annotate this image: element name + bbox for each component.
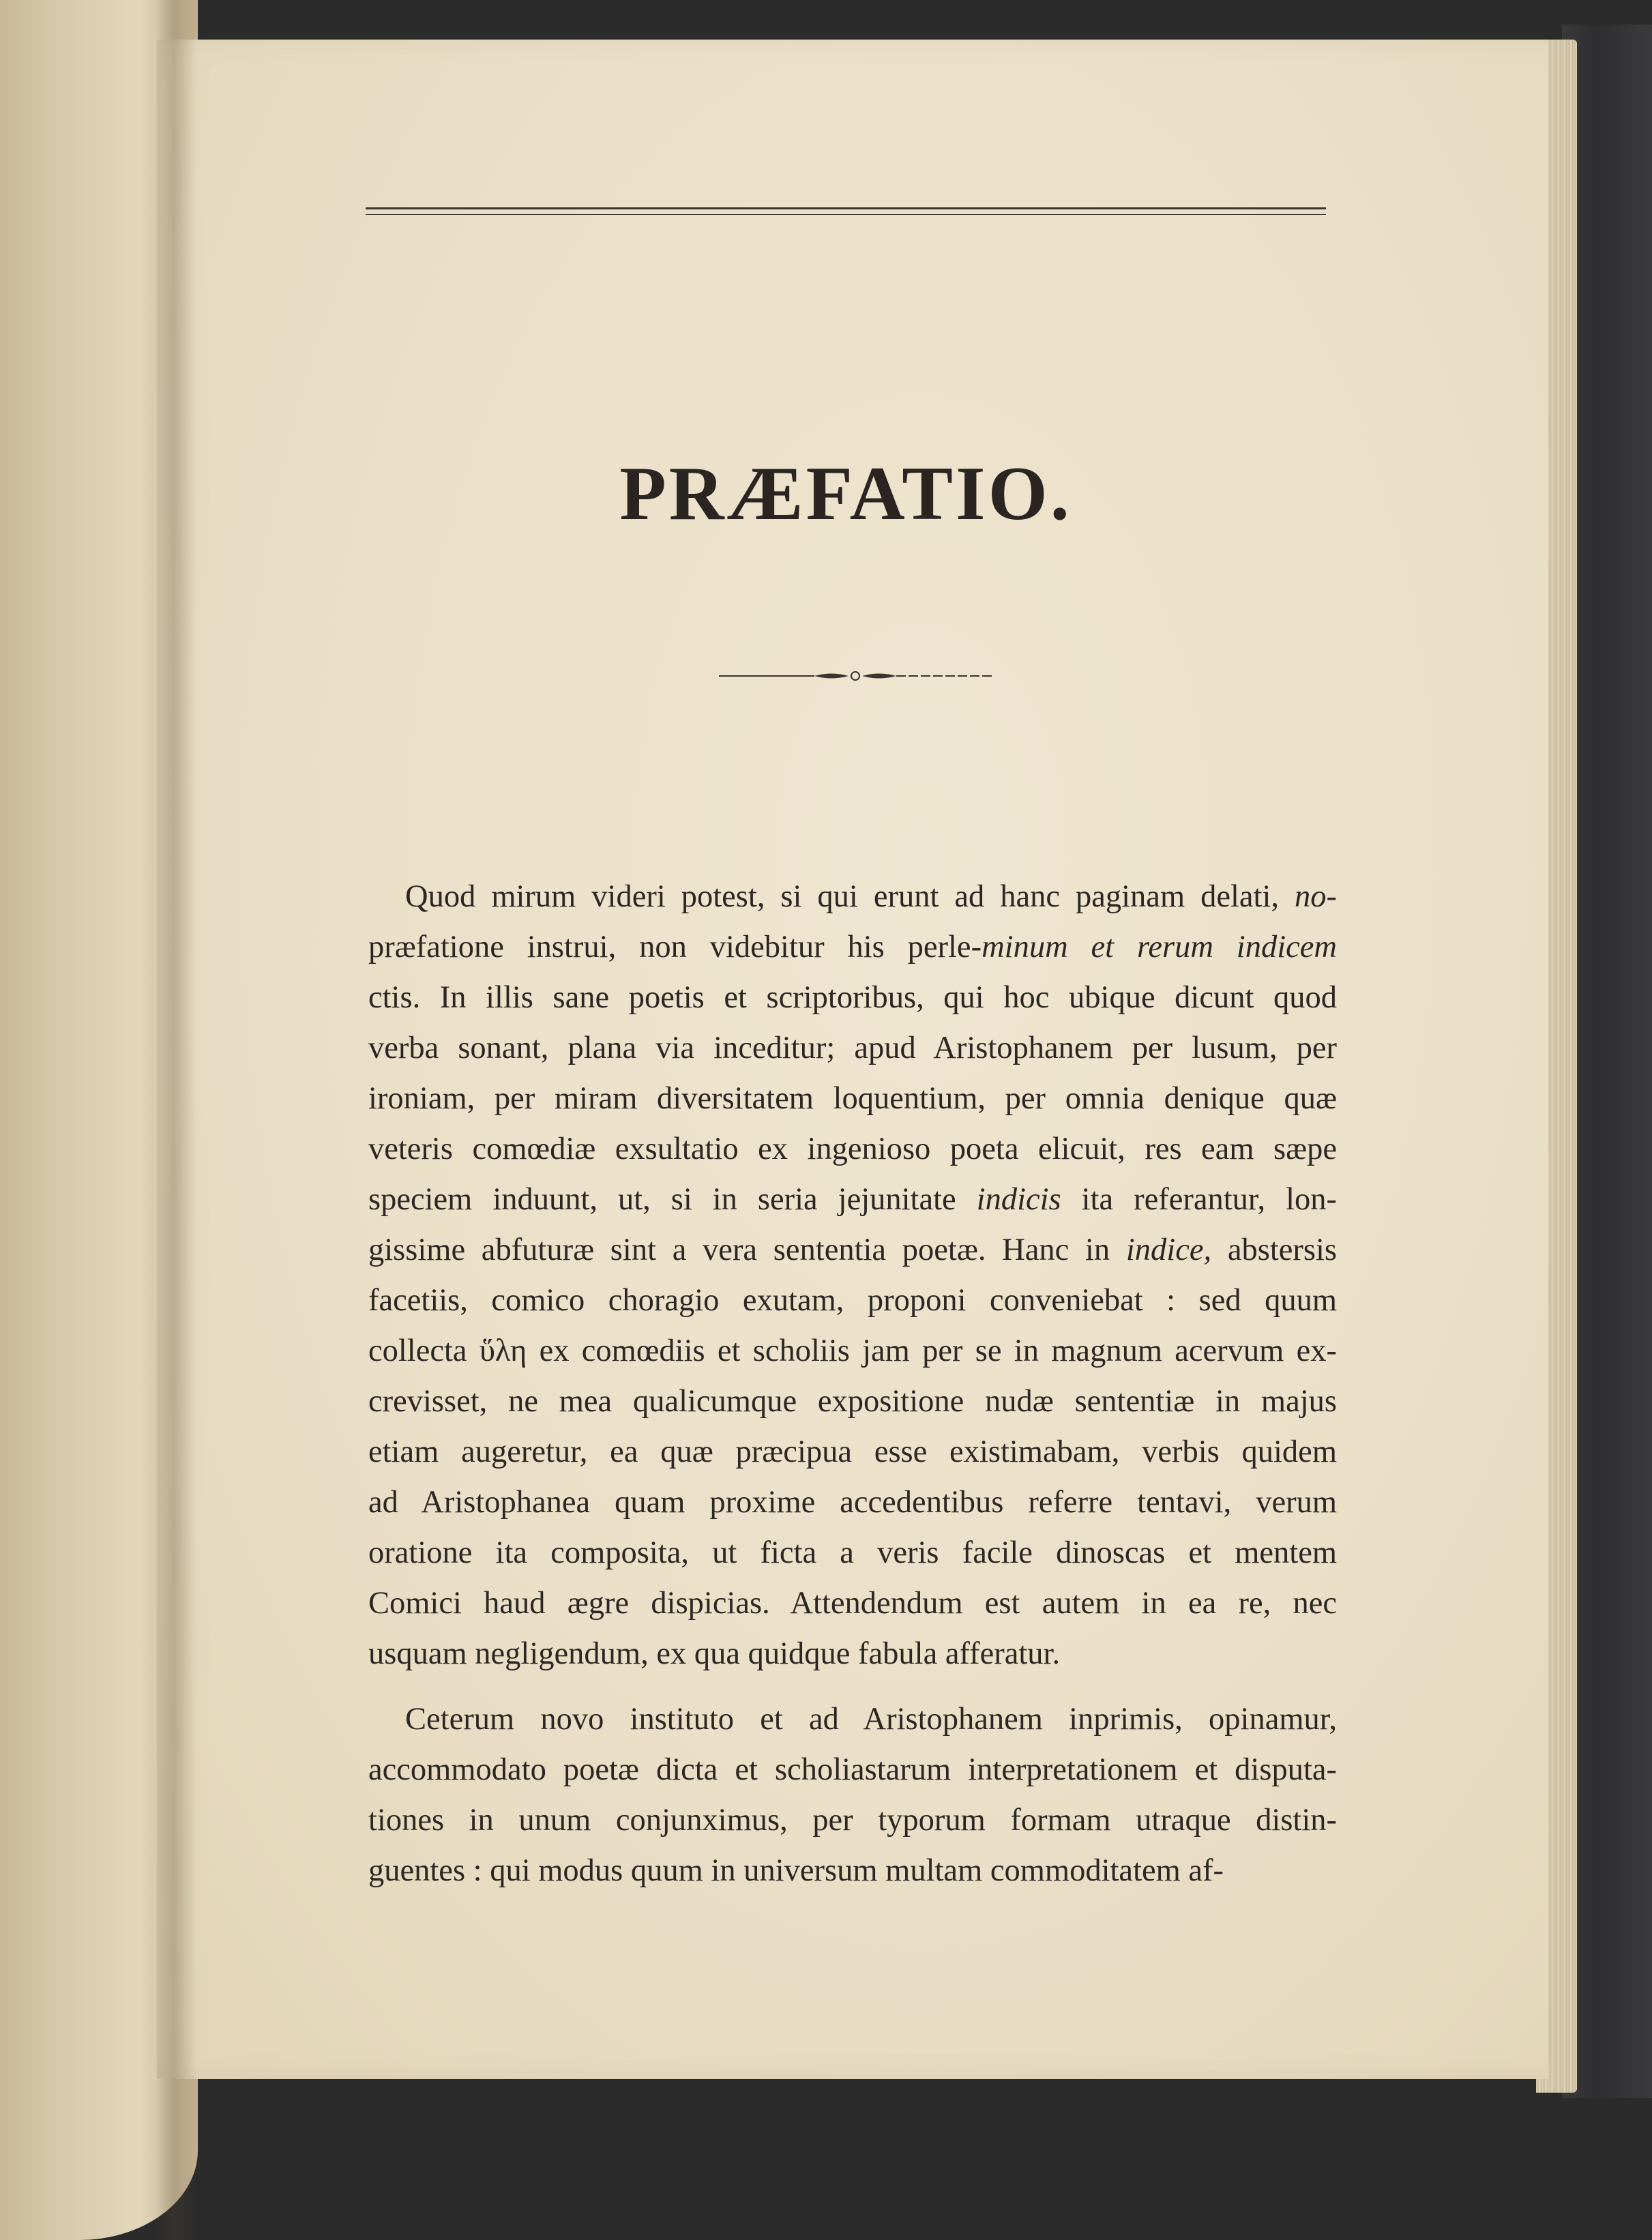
paragraph-1 [368,872,1337,1679]
body-text [368,872,1337,1896]
text-line [368,973,1337,1023]
text-run: guentes : qui modus quum in universum multam commoditatem af- [368,1853,1224,1888]
text-line [368,1023,1337,1074]
text-run: etiam augeretur, ea quæ præcipua esse existimabam, verbis quidem [368,1434,1337,1469]
text-run: ad Aristophanea quam proxime accedentibus referre tentavi, verum [368,1485,1337,1520]
text-line [368,1175,1337,1225]
text-run: verba sonant, plana via inceditur; apud Aristophanem per lusum, per [368,1031,1337,1065]
text-line [368,872,1337,922]
text-run: tiones in unum conjunximus, per typorum formam utraque distin- [368,1803,1337,1838]
italic-text: indice, [1125,1233,1212,1267]
text-line [368,1578,1337,1629]
text-line [368,1225,1337,1276]
text-run: Comici haud ægre dispicias. Attendendum est autem in ea re, nec [368,1586,1337,1621]
text-line [368,1124,1337,1175]
header-rule [366,207,1326,215]
text-line [368,1074,1337,1124]
text-run: veteris comœdiæ exsultatio ex ingenioso poeta elicuit, res eam sæpe [368,1132,1337,1166]
book-gutter [156,0,196,2240]
text-run: oratione ita composita, ut ficta a veris facile dinoscas et mentem [368,1535,1337,1570]
text-line [368,1276,1337,1326]
text-run: ita referantur, lon- [1061,1182,1337,1217]
text-line [368,1376,1337,1427]
text-line [368,1477,1337,1528]
text-run: collecta ὕλη ex comœdiis et scholiis jam per se in magnum acervum ex- [368,1333,1337,1368]
text-run: abstersis [1211,1233,1337,1267]
text-line [368,1846,1337,1896]
text-run: ironiam, per miram diversitatem loquentium, per omnia denique quæ [368,1081,1337,1116]
paragraph-2 [368,1694,1337,1896]
text-line [368,1427,1337,1477]
text-line [368,1528,1337,1578]
text-run: præfatione instrui, non videbitur his perle- [368,930,982,964]
text-run: facetiis, comico choragio exutam, proponi conveniebat : sed quum [368,1283,1337,1318]
text-line [368,1795,1337,1846]
page-title: PRÆFATIO. [619,452,1072,536]
text-line [368,1326,1337,1376]
text-line [368,1745,1337,1795]
text-run: ctis. In illis sane poetis et scriptoribus, qui hoc ubique dicunt quod [368,980,1337,1015]
text-line [368,1694,1337,1745]
text-run: crevisset, ne mea qualicumque expositione nudæ sententiæ in majus [368,1384,1337,1419]
text-line [368,922,1337,973]
italic-text: minum et rerum indicem [982,930,1337,964]
text-run: speciem induunt, ut, si in seria jejunitate [368,1182,977,1217]
text-run: gissime abfuturæ sint a vera sententia poetæ. Hanc in [368,1233,1126,1267]
text-run: Ceterum novo instituto et ad Aristophanem inprimis, opinamur, [405,1702,1337,1737]
text-line [368,1629,1337,1679]
text-run: usquam negligendum, ex qua quidque fabula afferatur. [368,1636,1061,1671]
text-run: accommodato poetæ dicta et scholiastarum interpretationem et disputa- [368,1752,1337,1787]
text-run: Quod mirum videri potest, si qui erunt ad hanc paginam delati, [405,879,1295,914]
italic-text: no- [1295,879,1337,914]
italic-text: indicis [976,1182,1061,1217]
ornament-divider [719,666,992,686]
